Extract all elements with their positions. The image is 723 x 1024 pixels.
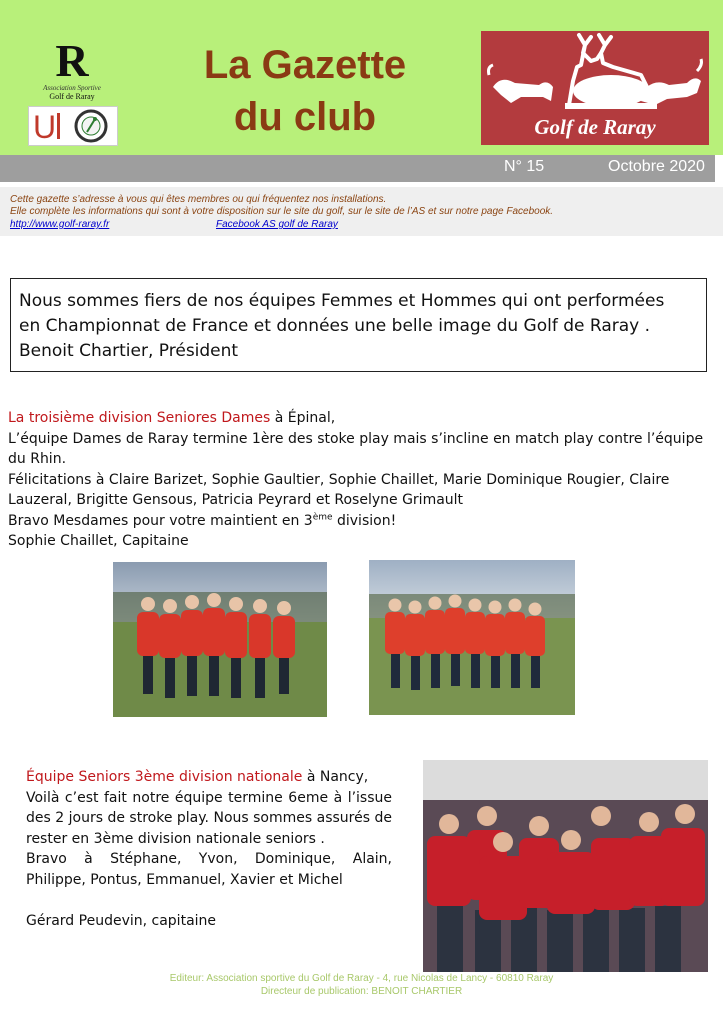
quote-line-2: en Championnat de France et données une belle image du Golf de Raray . — [19, 316, 651, 336]
article-seniors-heading-line — [26, 767, 392, 788]
photo-women-team-1 — [113, 562, 327, 717]
article-seniors-line-3: rester en 3ème division nationale seniors . — [26, 830, 325, 847]
article-seniors-line-2: des 2 jours de stroke play. Nous sommes assurés de — [26, 810, 392, 826]
article-dames-p2b: Lauzeral, Brigitte Gensous, Patricia Peyrard et Roselyne Grimault — [8, 492, 464, 508]
issue-bar — [0, 155, 715, 182]
article-seniors-line-5: Philippe, Pontus, Emmanuel, Xavier et Michel — [26, 871, 343, 888]
quote-signature: Benoit Chartier, Président — [19, 341, 239, 361]
footer-director: Directeur de publication: BENOIT CHARTIER — [260, 986, 463, 997]
logo-assoc-text: Association Sportive — [43, 84, 101, 92]
article-dames-p1b: du Rhin. — [8, 451, 67, 467]
issue-date: Octobre 2020 — [608, 158, 705, 175]
website-link[interactable]: http://www.golf-raray.fr — [10, 219, 110, 230]
issue-number: N° 15 — [504, 158, 545, 175]
article-dames-location: à Épinal, — [270, 410, 336, 426]
intro-line-2: Elle complète les informations qui sont à votre disposition sur le site du golf, sur le site de l’AS et sur notre page Facebook. — [10, 206, 554, 217]
monogram-r-icon — [54, 36, 90, 84]
uo-badge-icon — [29, 107, 117, 145]
article-dames-p2: Félicitations à Claire Barizet, Sophie Gaultier, Sophie Chaillet, Marie Dominique Rougier, Claire — [8, 471, 670, 488]
uo-badge — [28, 106, 118, 146]
article-seniors-signature: Gérard Peudevin, capitaine — [26, 912, 217, 929]
photo-women-team-2 — [369, 560, 575, 715]
article-seniors-line-1: Voilà c’est fait notre équipe termine 6eme à l’issue — [26, 789, 392, 806]
brand-name: Golf de Raray — [534, 115, 656, 139]
article-seniors-location: à Nancy, — [302, 769, 369, 785]
president-quote — [10, 278, 707, 372]
gazette-title: La Gazette — [203, 43, 407, 87]
quote-line-1: Nous sommes fiers de nos équipes Femmes et Hommes qui ont performées — [19, 291, 665, 311]
facebook-link[interactable]: Facebook AS golf de Raray — [216, 219, 338, 230]
article-seniors-spacer — [26, 890, 392, 911]
article-dames-p1: L’équipe Dames de Raray termine 1ère des stoke play mais s’incline en match play contre l’équipe — [8, 430, 704, 447]
article-seniors-line-4: Bravo à Stéphane, Yvon, Dominique, Alain, — [26, 851, 392, 867]
footer-publisher: Editeur: Association sportive du Golf de Raray - 4, rue Nicolas de Lancy - 60810 Raray — [169, 973, 554, 984]
intro-line-1: Cette gazette s’adresse à vous qui êtes membres ou qui fréquentez nos installations. — [10, 194, 387, 205]
article-dames — [8, 408, 713, 552]
club-logo — [26, 36, 118, 148]
intro-box — [0, 187, 723, 236]
article-dames-p3: Bravo Mesdames pour votre maintient en 3ème division! — [8, 511, 397, 529]
logo-club-text: Golf de Raray — [49, 92, 95, 101]
golf-raray-logo — [481, 31, 709, 145]
photo-men-team — [423, 760, 708, 972]
article-dames-heading-line — [8, 408, 713, 429]
gazette-subtitle: du club — [233, 95, 377, 139]
svg-text:R: R — [55, 36, 89, 84]
article-dames-heading: La troisième division Seniores Dames — [8, 410, 271, 426]
article-seniors-heading: Équipe Seniors 3ème division nationale — [26, 769, 303, 785]
stag-and-dogs-icon — [481, 31, 709, 115]
article-dames-signature: Sophie Chaillet, Capitaine — [8, 533, 189, 549]
svg-text:U: U — [33, 109, 57, 145]
article-seniors — [26, 767, 392, 931]
